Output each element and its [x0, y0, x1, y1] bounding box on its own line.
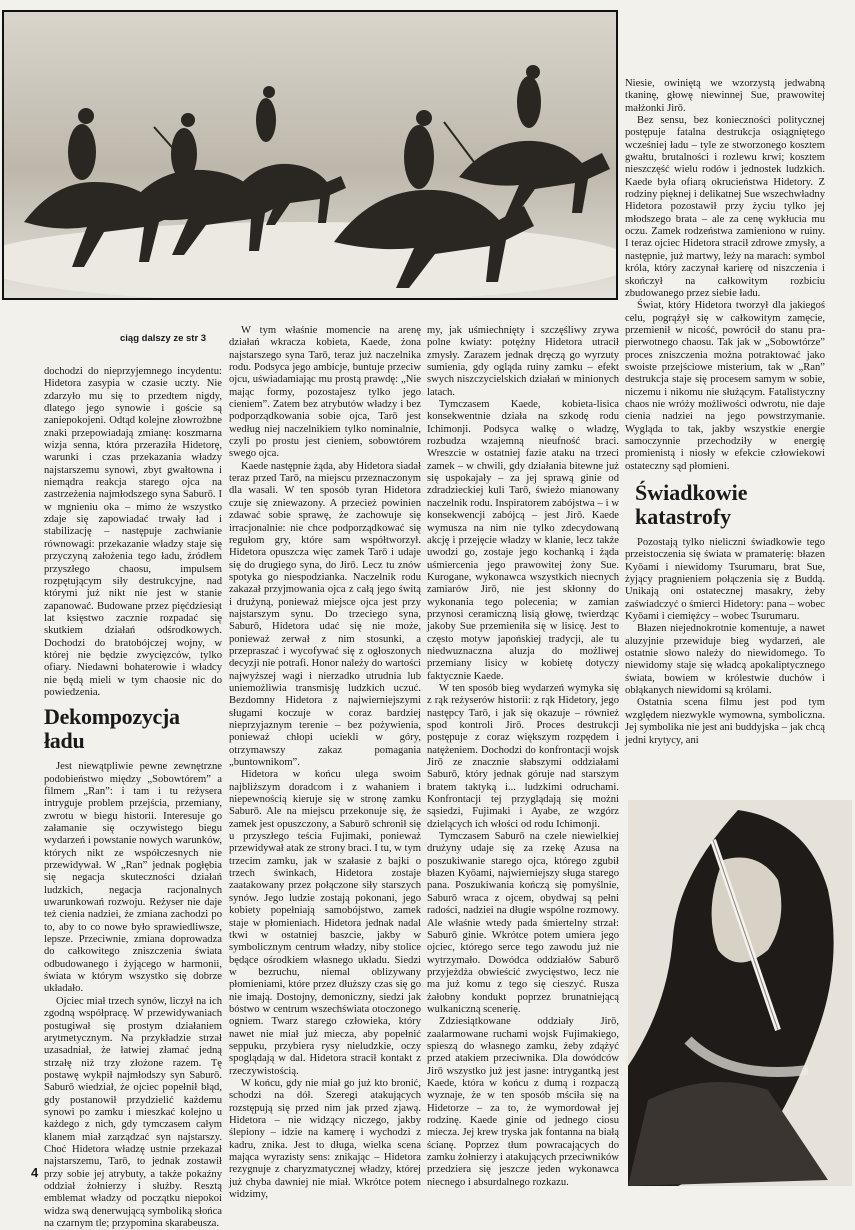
col2-paragraph-1: W tym właśnie momencie na arenę działań wkracza kobieta, Kaede, żona najstarszego syna Tarō, teraz już naczelnika rodu. Podsyca jego ambicje, buntuje przeciw ojcu, uświadamiając mu prostą prawdę: „Nie mając formy, pozostajesz tylko jego cieniem”. Zatem bez atrybutów władzy i bez podporządkowania sobie ojca, Tarō jest według niej naczelnikiem tylko nominalnie, czyli po prostu jest cieniem, sobowtórem swego ojca.	[229, 325, 421, 460]
column-1	[44, 366, 222, 1230]
col2-paragraph-4: W końcu, gdy nie miał go już kto bronić, schodzi na dół. Szeregi atakujących rozstępują się przed nim jak przed zjawą. Hidetora – nie widzący niczego, jakby ślepiony – idzie na kamerę i wychodzi z kadru, znika. Jest to długa, wielka scena mająca wyrazisty sens: znikając – Hidetora rezygnuje z charyzmatycznej władzy, której już chyba dawniej nie miał. Wkrótce potem widzimy,	[229, 1077, 421, 1201]
page-number: 4	[31, 1165, 39, 1180]
column-2	[229, 325, 421, 1201]
col4-paragraph-6: Ostatnia scena filmu jest pod tym względem niezwykle wymowna, symboliczna. Jej symbolika nie jest ani buddyjska – jak chcą jedni krytycy, ani	[625, 697, 825, 746]
col4-paragraph-1: Niesie, owiniętą we wzorzystą jedwabną tkaninę, głowę niewinnej Sue, prawowitej małżonki Jirō.	[625, 78, 825, 114]
col3-paragraph-2: Tymczasem Kaede, kobieta-lisica konsekwentnie działa na szkodę rodu Ichimonji. Podsyca walkę o władzę, rozbudza wzajemną nieufność braci. Wreszcie w ostatniej fazie ataku na trzeci zamek – w chwili, gdy działania bitewne już się uspokajały – za jej sprawą ginie od zdradzieckiej kuli Tarō, świeżo mianowany naczelnik rodu. Inspiratorem zabójstwa – i w konsekwencji zabójcą – jest Jirō. Kaede wymusza na nim nie tylko zdecydowaną akcję i przejęcie władzy w klanie, lecz także uwodzi go, zostaje jego kochanką i żąda uśmiercenia jego prawowitej żony Sue. Kurogane, wykonawca wszystkich niecnych zamiarów Jirō, nie jest skłonny do wykonania tego polecenia; w zamian przynosi ceramiczną lisią głowę, twierdząc jakoby Sue przemieniła się w lisicę. Jest to często motyw japońskiej tradycji, ale tu niedwuznaczna aluzja do możliwej przemiany lisicy w kobietę dotyczy faktycznie Kaede.	[427, 399, 619, 682]
col3-paragraph-4: Tymczasem Saburō na czele niewielkiej drużyny udaje się za rzekę Azusa na poszukiwanie starego ojca, którego zgubił błazen Kyōami, najwierniejszy sługa starego pana. Poszukiwania kończą się pomyślnie, Saburō wraca z ojcem, obydwaj są pełni radości, nadzieі na długie wspólne rozmowy. Ale właśnie wtedy pada śmiertelny strzał: Saburō ginie. Wkrótce potem umiera jego ojciec, którego serce tego zawodu już nie wytrzymało. Dowódca oddziałów Saburō przyjeżdża obwieścić zwycięstwo, lecz nie ma już komu z tego się cieszyć. Rusza żałobny kondukt poprzez brunatniejącą wulkaniczną scenerię.	[427, 831, 619, 1015]
col2-paragraph-3: Hidetora w końcu ulega swoim najbliższym doradcom i z wahaniem i niepewnością kieruje się w stronę zamku Saburō. Ale na miejscu przekonuje się, że zamek jest opuszczony, a Saburō schronił się u przyszłego teścia Fujimaki, ponieważ przewidywał atak ze strony braci. I tu, w tym trzecim zamku, jak w szałasie z bajki o trzech świnkach, Hidetora zostaje zaatakowany przez połączone siły starszych synów. Jego ludzie zostają pokonani, jego kobiety popełniają samobójstwo, zamek staje w płomieniach. Hidetora jednak nadal tkwi w ostatniej baszcie, jakby w symbolicznym centrum władzy, niby stolice będące ośrodkiem własnego układu. Siedzi w bezruchu, niemal oblizywany płomieniami, które przez dłuższy czas się go nie imają. Dostojny, demoniczny, siedzi jak bóstwo w centrum wszechświata otoczonego ogniem. Twarz starego człowieka, który nawet nie miał już miecza, aby popełnić seppuku, przybiera rysy nieludzkie, oczy spoglądają w dal. Hidetora stracił kontakt z rzeczywistością.	[229, 769, 421, 1077]
column-3	[427, 325, 619, 1189]
col3-paragraph-3: W ten sposób bieg wydarzeń wymyka się z rąk reżyserów historii: z rąk Hidetory, jego następcy Tarō, i jak się okazuje – również spod kontroli Jirō. Proces destrukcji postępuje z coraz większym rozpędem i natężeniem. Dochodzi do konfrontacji wojsk Jirō ze znacznie słabszymi oddziałami Saburō, który jednak góruje nad starszym bratem taktyką i... ludzkimi odruchami. Konfrontacji tej przyglądają się możni sąsiedzi, Fujimaki i Ayabe, ze wzgórz dzielących ich włości od rodu Ichimonji.	[427, 682, 619, 830]
horsemen-illustration	[4, 12, 616, 298]
col4-paragraph-3: Świat, który Hidetora tworzył dla jakiegoś celu, pogrążył się w całkowitym zamęcie, przemienił w nicość, powrócił do stanu pra-pierwotnego chaosu. Tak jak w „Sobowtórze” proces zniszczenia można potraktować jako swoiste przejściowe misterium, tak w „Ran” destrukcja staje się procesem samym w sobie, niczemu i nikomu nie służącym. Fatalistyczny chaos nie wróży możliwości odwrotu, nie daje cienia nadziei na jego powstrzymanie. Wygląda to tak, jakby wszystkie energie samoczynnie przechodziły w energię promienistą i niosły w efekcie człowiekowi ostateczny sąd płomieni.	[625, 300, 825, 472]
continuation-note: ciąg dalszy ze str 3	[120, 333, 207, 344]
col4-paragraph-2: Bez sensu, bez konieczności politycznej postępuje fatalna destrukcja osiągniętego wcześniej ładu – tyle ze stworzonego kosztem gwałtu, brutalności i rozlewu krwi; kosztem nieszczęść wielu rodów i jednostek ludzkich. Kaede była ofiarą okrucieństwa Hidetory. Z rodziny pięknej i delikatnej Sue wszechwładny Hidetora pozostawił przy życiu tylko jej młodszego brata – ale za cenę wykłucia mu oczu. Zamek rodzeństwa zamieniono w ruiny. I teraz ojciec Hidetora stracił zdrowe zmysły, a następnie, już martwy, leży na marach: symbol króla, który zaczynał karierę od niszczenia i skończył na całkowitym rozbiciu zbudowanego przez siebie ładu.	[625, 115, 825, 299]
col4-paragraph-5: Błazen niejednokrotnie komentuje, a nawet aluzyjnie przewiduje bieg wydarzeń, ale ostatnie słowo należy do niewidomego. To niewidomy staje się władcą apokaliptycznego świata, bowiem w królestwie duchów i obłąkanych niewidomi są królami.	[625, 623, 825, 697]
col1-paragraph-1: dochodzi do nieprzyjemnego incydentu: Hidetora zasypia w czasie uczty. Nie zdarzyło mu się to przedtem nigdy, dlatego jego synowie i goście są zaniepokojeni. Odtąd kolejne złowrożbne znaki przepowiadają zmianę: koszmarna wizja senna, która przeraziła Hidetorę, warunki i czas przekazania władzy najstarszemu synowi, zbyt gwałtowna i niemądra reakcja starego ojca na zastrzeżenia najmłodszego syna Saburō. I w mgnieniu oka – mimo że wszystko zdaje się zapowiadać trwały ład i stabilizację – następuje zachwianie równowagi: przekazanie władzy staje się przyczyną założenia tego ładu, źródłem przyszłego chaosu, impulsem rozpętującym siły destrukcyjne, nad którymi już nikt nie jest w stanie zapanować. Budowane przez pięćdziesiąt lat księstwo zacznie rozpadać się skutkiem działań odśrodkowych. Dochodzi do bratobójczej wojny, w której nie będzie zwycięzców, tylko ofiary. Niedawni bohaterowie i władcy nie będą mieli w tym chaosie nic do powiedzenia.	[44, 366, 222, 698]
col3-paragraph-5: Zdziesiątkowane oddziały Jirō, zaalarmowane ruchami wojsk Fujimakiego, spieszą do własnego zamku, żeby zdążyć przed atakiem przeciwnika. Dla dowódców Jirō wszystko już jest jasne: intrygantką jest Kaede, która w końcu z dumą i rozpaczą wyznaje, że w ten sposób mściła się na Hidetorze – za to, że wymordował jej rodzinę. Kaede ginie od jednego ciosu miecza. Jej krew tryska jak fontanna na białą ścianę. Poprzez tłum powracających do zamku żołnierzy i atakujących przeciwników przedziera się jeszcze jeden wykonawca niecnego i absurdalnego rozkazu.	[427, 1016, 619, 1188]
heading-swiadkowie: Świadkowie katastrofy	[635, 480, 748, 529]
col2-paragraph-2: Kaede następnie żąda, aby Hidetora siadał teraz przed Tarō, na miejscu przeznaczonym dla wasali. W ten sposób tyran Hidetora czuje się zniewazony. A przecież powinien zdawać sobie sprawę, że zachowuje się irracjonalnie: nie chce podporządkować się regułom gry, które sam współtworzył. Hidetora opuszcza więc zamek Tarō i udaje się do drugiego syna, do Jirō. Lecz tu znów spotyka go niespodzianka. Naczelnik rodu zakazał przyjmowania ojca z całą jego świtą i drużyną, ponieważ miejsce ojca jest przy najstarszym synu. Do trzeciego syna, Saburō, Hidetora udać się nie może, ponieważ zerwał z nim stosunki, a przepraszać i wycofywać się z ogłoszonych decyzji nie potrafi. Honor należy do wartości najwyższej wagi i nierzadko utrudnia lub uniemożliwia transmisję ludzkich uczuć. Bezdomny Hidetora z najwierniejszymi sługami koczuje w coraz bardziej nieprzyjaznym terenie – bez pożywienia, ponieważ chłopi uciekli w góry, otrzymawszy zakaz pomagania „buntownikom”.	[229, 460, 421, 769]
col4-paragraph-4: Pozostają tylko nieliczni świadkowie tego przeistoczenia się świata w pramaterię: błazen Kyōami i niewidomy Tsurumaru, brat Sue, żyjący pragnieniem połączenia się z Buddą. Unikają oni ostatecznej masakry, żeby zaświadczyć o śmierci Hidetory: pana – wobec Kyōami i ciemiężcy – wobec Tsurumaru.	[625, 537, 825, 623]
col3-paragraph-1: my, jak uśmiechnięty i szczęśliwy zrywa polne kwiaty: potężny Hidetora utracił zmysły. Zarazem jednak dręczą go wyrzuty sumienia, gdy ogląda ruiny zamku – efekt swych niszczycielskich działań w minionych latach.	[427, 325, 619, 398]
kneeling-figure-illustration	[628, 800, 852, 1186]
col1-paragraph-3: Ojciec miał trzech synów, liczył na ich zgodną współpracę. W przewidywaniach postugiwał się prostym działaniem arytmetycznym. Na przykładzie strzał uzasadniał, że łatwiej złamać jedną strzałę niż trzy złożone razem. Tę postawę wykpił najmłodszy syn Saburō. Saburō wiedział, że ojciec popełnił błąd, gdy postanowił przydzielić każdemu synowi po zamku i mieszkać kolejno u każdego z nich, gdy tymczasem całym klanem miał zarządzać syn najstarszy. Choć Hidetora władzę ustnie przekazał najstarszemu, Tarō, to jednak zostawił przy sobie jej atrybuty, a także pokaźny oddział żołnierzy i służby. Resztą emblemat władzy od początku niepokoi widza swą denerwującą symboliką słońca na czarnym tle; przypomina skarabeusza.	[44, 995, 222, 1229]
horsemen-photo	[2, 10, 618, 300]
column-4	[625, 78, 825, 747]
portrait-photo	[628, 800, 852, 1186]
col1-paragraph-2: Jest niewątpliwie pewne zewnętrzne podobieństwo między „Sobowtórem” a filmem „Ran”: i tam i tu reżysera intryguje problem przejścia, przemiany, zwrotu w biegu historii. Interesuje go załamanie się oczywistego biegu wydarzeń i powstanie nowych warunków, których nikt ze współczesnych nie przewidywał. W „Ran” jednak pogłębia się negacja skuteczności działań ludzkich, negacja racjonalnych uwarunkowań rozwoju. Reżyser nie daje też cienia nadziei, że zmiana zachodzi po to, aby to co nowe było sprawiedliwsze, lepsze. Przeciwnie, zmiana doprowadza do całkowitego zniszczenia świata odbudowanego i żyjącego w harmonii, świata w którym wszystko się dobrze układało.	[44, 761, 222, 995]
heading-dekompozycja: Dekompozycja ładu	[44, 704, 180, 754]
